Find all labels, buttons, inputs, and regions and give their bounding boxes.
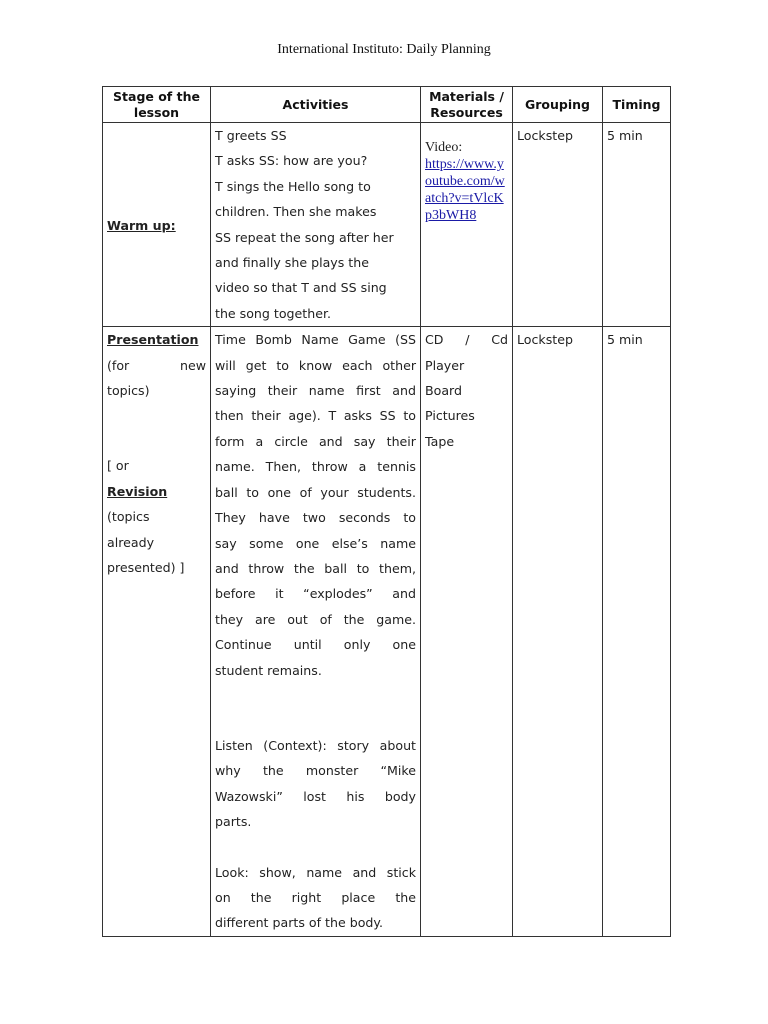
warm-up-grouping: Lockstep	[513, 123, 603, 327]
activity-line: say some one else’s name	[215, 535, 416, 551]
materials-word: /	[465, 332, 470, 348]
activity-line: T greets SS	[215, 128, 287, 143]
activity-line: ball to one of your students.	[215, 484, 416, 500]
video-label: Video:	[425, 140, 463, 155]
activity-line: then their age). T asks SS to	[215, 408, 416, 424]
materials-line: Player	[425, 357, 465, 373]
activity-line: Continue until only one	[215, 637, 416, 653]
activity-line: Time Bomb Name Game (SS	[215, 332, 416, 348]
warm-up-timing: 5 min	[603, 123, 671, 327]
header-activities: Activities	[211, 87, 421, 123]
stage-revision: Revision	[107, 483, 168, 499]
stage-note: already	[107, 534, 155, 550]
warm-up-materials	[421, 123, 513, 327]
materials-line: Board	[425, 383, 463, 399]
stage-warm-up-cell	[103, 123, 211, 327]
header-materials: Materials / Resources	[421, 87, 513, 123]
presentation-grouping: Lockstep	[513, 327, 603, 937]
activity-line: saying their name first and	[215, 383, 416, 399]
table-row-presentation	[103, 327, 671, 937]
activity-line: They have two seconds to	[215, 510, 416, 526]
stage-note: (topics	[107, 509, 150, 525]
materials-line: Tape	[425, 433, 455, 449]
activity-line: SS repeat the song after her	[215, 229, 394, 245]
stage-presentation: Presentation	[107, 332, 199, 348]
stage-warm-up: Warm up:	[107, 218, 176, 233]
activity-line: and finally she plays the	[215, 255, 369, 271]
presentation-materials	[421, 327, 513, 937]
activity-line: video so that T and SS sing	[215, 280, 387, 296]
activity-line: on the right place the	[215, 889, 416, 905]
header-stage: Stage of the lesson	[103, 87, 211, 123]
materials-word: CD	[425, 332, 444, 348]
activity-line: will get to know each other	[215, 357, 416, 373]
table-row-warm-up	[103, 123, 671, 327]
activity-line: student remains.	[215, 662, 322, 678]
activity-line: they are out of the game.	[215, 611, 416, 627]
activity-line: why the monster “Mike	[215, 763, 416, 779]
activity-line: children. Then she makes	[215, 204, 377, 220]
daily-planning-table	[102, 86, 671, 937]
activity-line: parts.	[215, 814, 252, 830]
activity-line: name. Then, throw a tennis	[215, 459, 416, 475]
stage-note	[107, 353, 206, 378]
activity-line: and throw the ball to them,	[215, 560, 416, 576]
activity-line: the song together.	[215, 305, 331, 321]
stage-or: [ or	[107, 458, 129, 474]
activity-line: T asks SS: how are you?	[215, 153, 368, 169]
materials-word: Cd	[491, 332, 508, 348]
presentation-activities	[211, 327, 421, 937]
stage-note: topics)	[107, 383, 150, 399]
stage-presentation-cell	[103, 327, 211, 937]
activity-line: T sings the Hello song to	[215, 178, 371, 194]
table-header-row	[103, 87, 671, 123]
presentation-timing: 5 min	[603, 327, 671, 937]
warm-up-activities	[211, 123, 421, 327]
header-timing: Timing	[603, 87, 671, 123]
stage-note-word: (for	[107, 357, 130, 373]
activity-line: Listen (Context): story about	[215, 737, 416, 753]
activity-line: form a circle and say their	[215, 433, 416, 449]
header-grouping: Grouping	[513, 87, 603, 123]
activity-line: different parts of the body.	[215, 915, 384, 931]
materials-line: Pictures	[425, 408, 475, 424]
activity-line: before it “explodes” and	[215, 586, 416, 602]
stage-note: presented) ]	[107, 560, 185, 576]
activity-line: Look: show, name and stick	[215, 864, 416, 880]
activity-line: Wazowski” lost his body	[215, 788, 416, 804]
document-title: International Instituto: Daily Planning	[277, 42, 491, 57]
materials-line	[425, 327, 508, 352]
stage-note-word: new	[179, 357, 206, 373]
video-link[interactable]: https://www.youtube.com/watch?v=tVlcKp3bWH8	[425, 157, 505, 223]
